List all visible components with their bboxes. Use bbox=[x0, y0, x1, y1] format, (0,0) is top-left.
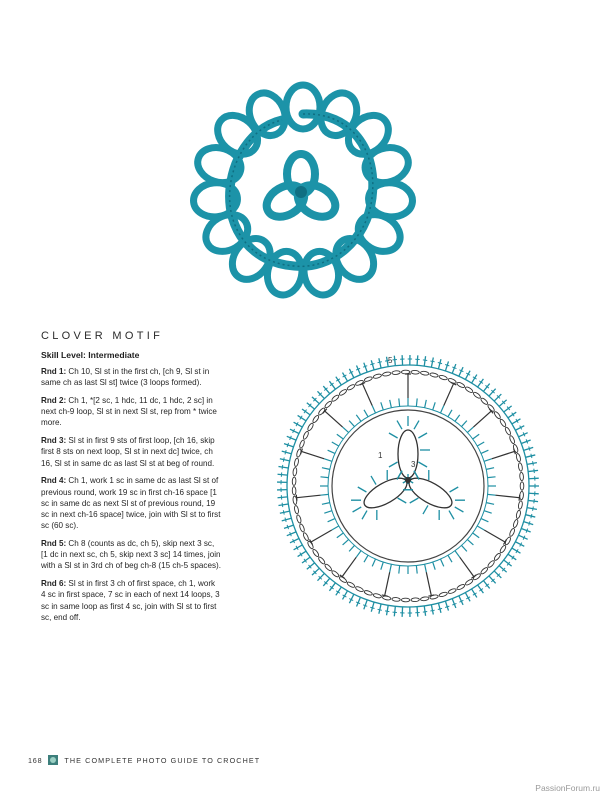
sc-stitch bbox=[364, 600, 367, 609]
sc-stitch bbox=[489, 576, 496, 583]
sc-stitch bbox=[424, 356, 425, 366]
sc-stitch bbox=[312, 397, 319, 404]
sc-stitch bbox=[499, 400, 507, 407]
sc-stitch bbox=[445, 601, 448, 611]
sc-stitch bbox=[364, 363, 367, 372]
trefoil-center bbox=[342, 416, 473, 531]
book-title: THE COMPLETE PHOTO GUIDE TO CROCHET bbox=[64, 755, 261, 765]
page-number: 168 bbox=[28, 755, 43, 765]
sc-stitch bbox=[521, 529, 530, 533]
trefoil-leaf bbox=[389, 416, 430, 484]
sc-stitch bbox=[278, 504, 288, 505]
dc-post bbox=[484, 530, 505, 542]
sc-stitch bbox=[452, 599, 456, 608]
dc-post bbox=[311, 530, 332, 542]
sc-stitch bbox=[431, 357, 433, 367]
trefoil-leaf bbox=[394, 462, 473, 532]
sc-stitch bbox=[417, 607, 418, 617]
sc-stitch bbox=[379, 358, 381, 368]
dc-post bbox=[492, 451, 515, 458]
sc-stitch bbox=[280, 511, 290, 513]
sc-stitch bbox=[521, 440, 530, 444]
sc-stitch bbox=[312, 568, 319, 575]
sc-stitch bbox=[528, 470, 538, 471]
sc-stitch bbox=[387, 605, 389, 615]
sc-stitch bbox=[317, 391, 324, 398]
photo-loop bbox=[243, 87, 292, 141]
round-6: Rnd 6: Sl st in first 3 ch of first space, ch 1, work 4 sc in first space, 7 sc in each of next 14 loops, 3 sc in same loop as first 4 sc, join with Sl st to first sc, end off. bbox=[41, 579, 220, 622]
round-1: Rnd 1: Ch 10, Sl st in the first ch, [ch 9, Sl st in same ch as last Sl st] twice (3 loops formed). bbox=[41, 367, 210, 388]
photo-trefoil-petal bbox=[261, 179, 310, 223]
sc-stitch bbox=[278, 466, 288, 467]
watermark: PassionForum.ru bbox=[535, 783, 600, 793]
section-title: CLOVER MOTIF bbox=[41, 330, 164, 342]
sc-stitch bbox=[529, 493, 539, 494]
sc-stitch bbox=[529, 478, 539, 479]
dc-post bbox=[325, 411, 343, 427]
round-marker-3: 3 bbox=[411, 460, 416, 469]
sc-stitch bbox=[417, 355, 418, 365]
sc-stitch bbox=[282, 518, 292, 521]
sc-stitch bbox=[524, 447, 534, 450]
photo-loop bbox=[286, 85, 320, 129]
dc-post bbox=[362, 384, 372, 406]
round-3: Rnd 3: Sl st in first 9 sts of first loop, [ch 16, skip first 8 sts on next loop, Sl st in next dc] twice, ch 16, Sl st in same dc as last Sl st at beg of round. bbox=[41, 436, 215, 468]
sc-stitch bbox=[371, 602, 374, 612]
crochet-chart bbox=[248, 332, 568, 640]
skill-level: Skill Level: Intermediate bbox=[41, 350, 140, 360]
photo-trefoil bbox=[261, 154, 341, 223]
round-marker-1: 1 bbox=[378, 451, 383, 460]
sc-stitch bbox=[431, 605, 433, 615]
sc-stitch bbox=[438, 603, 441, 613]
sc-stitch bbox=[438, 359, 441, 369]
trefoil-leaf bbox=[342, 459, 421, 529]
round-2: Rnd 2: Ch 1, *[2 sc, 1 hdc, 11 dc, 1 hdc, 2 sc] in next ch-9 loop, Sl st in next Sl st, rep from * twice more. bbox=[41, 396, 217, 428]
sc-stitch bbox=[371, 360, 374, 370]
round-3-ring bbox=[332, 410, 484, 562]
dc-post bbox=[426, 572, 431, 595]
sc-stitch bbox=[394, 356, 395, 366]
sc-stitch bbox=[526, 455, 536, 457]
sc-stitch bbox=[527, 508, 537, 510]
dc-post bbox=[342, 557, 356, 576]
sc-stitch bbox=[526, 515, 536, 517]
sc-stitch bbox=[445, 361, 448, 371]
sc-stitch bbox=[528, 500, 538, 501]
dc-post bbox=[385, 572, 390, 595]
sc-stitch bbox=[278, 497, 288, 498]
page-footer bbox=[28, 755, 260, 765]
sc-stitch bbox=[524, 522, 534, 525]
round-5: Rnd 5: Ch 8 (counts as dc, ch 5), skip next 3 sc, [1 dc in next sc, ch 5, skip next 3 sc] 14 times, join with a Sl st in 3rd ch of beg ch-8 (15 ch-5 spaces). bbox=[41, 539, 221, 571]
sc-stitch bbox=[494, 394, 501, 401]
round-4: Rnd 4: Ch 1, work 1 sc in same dc as last Sl st of previous round, work 19 sc in first ch-16 space [1 sc in same dc as next Sl st of previous round, 19 sc in next ch-16 space] twice, join with Sl st to first sc (60 sc). bbox=[41, 476, 221, 531]
dc-post bbox=[460, 557, 474, 576]
sc-stitch bbox=[527, 463, 537, 465]
sc-stitch bbox=[284, 525, 293, 528]
sc-stitch bbox=[284, 444, 293, 447]
sc-stitch bbox=[394, 606, 395, 616]
sc-stitch bbox=[452, 364, 456, 373]
sc-stitch bbox=[499, 566, 507, 573]
dc-post bbox=[496, 495, 520, 498]
sc-stitch bbox=[278, 474, 288, 475]
sc-stitch bbox=[282, 451, 292, 454]
dc-post bbox=[297, 495, 321, 498]
round-instructions bbox=[41, 366, 221, 630]
dc-post bbox=[473, 411, 491, 427]
sc-stitch bbox=[489, 389, 496, 396]
dc-post bbox=[444, 384, 454, 406]
book-emblem-icon bbox=[48, 755, 58, 765]
sc-stitch bbox=[280, 459, 290, 461]
sc-stitch bbox=[424, 606, 425, 616]
motif-photo bbox=[186, 80, 420, 302]
sc-stitch bbox=[494, 571, 501, 578]
sc-stitch bbox=[379, 604, 381, 614]
dc-post bbox=[301, 451, 324, 458]
sc-stitch bbox=[317, 573, 324, 580]
round-marker-5: 5 bbox=[388, 356, 393, 365]
